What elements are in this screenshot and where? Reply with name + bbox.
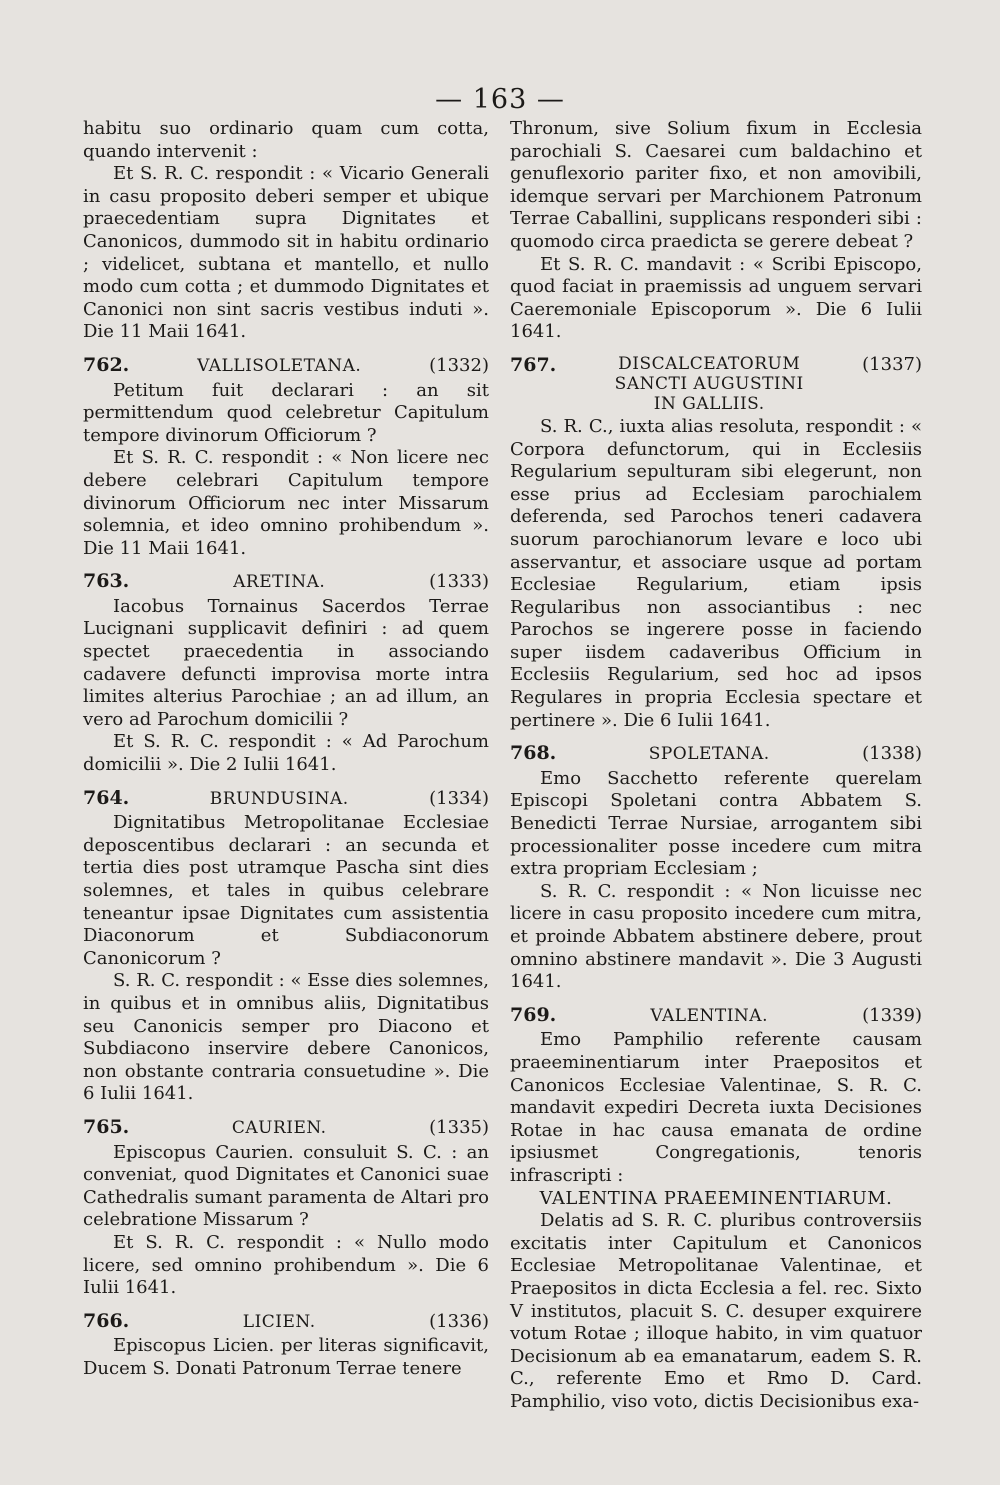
entry-reference: (1337) <box>862 353 922 375</box>
entry-title: ARETINA. <box>233 572 326 593</box>
entry-title: VALLISOLETANA. <box>197 355 362 376</box>
paragraph: Et S. R. C. respondit : « Non licere nec debere celebrari Capitulum tempore divinorum Officiorum nec inter Missarum solemnia, et ideo omnino prohibendum ». Die 11 Maii 1641. <box>83 447 489 559</box>
entry-reference: (1333) <box>429 571 489 593</box>
paragraph: Episcopus Licien. per literas significavit, Ducem S. Donati Patronum Terrae tenere <box>83 1335 489 1379</box>
entry-title: CAURIEN. <box>231 1117 327 1138</box>
entry-reference: (1338) <box>862 743 922 765</box>
paragraph: Emo Sacchetto referente querelam Episcopi Spoletani contra Abbatem S. Benedicti Terrae Nursiae, arrogantem sibi processionaliter posse incedere cum mitra extra propriam Ecclesiam ; <box>510 767 922 880</box>
entry-number: 767. <box>510 353 557 376</box>
paragraph: Et S. R. C. respondit : « Nullo modo licere, sed omnino prohibendum ». Die 6 Iulii 1641. <box>83 1231 489 1299</box>
entry-title: SPOLETANA. <box>648 744 770 765</box>
paragraph: Thronum, sive Solium fixum in Ecclesia parochiali S. Caesarei cum baldachino et genuflexorio pariter fixo, et non amovibili, idemque servari per Marchionem Patronum Terrae Caballini, supplicans responderi sibi : quomodo circa praedicta se gerere debeat ? <box>510 118 922 252</box>
paragraph: S. R. C., iuxta alias resoluta, respondit : « Corpora defunctorum, qui in Ecclesiis Regularium sepulturam sibi elegerunt, non esse prius ad Ecclesiam parochialem deferenda, sed Parochos teneri cadavera suorum parochianorum levare e loco ubi asservantur, et associare usque ad portam Ecclesiae Regularium, etiam ipsis Regularibus non associantibus : nec Parochos se ingerere posse in faciendo super iisdem cadaveribus Officium in Ecclesiis Regularium, sed hoc ad ipsos Regulares in propria Ecclesia spectare et pertinere ». Die 6 Iulii 1641. <box>510 415 922 731</box>
entry-reference: (1335) <box>429 1116 489 1138</box>
entry-reference: (1332) <box>429 354 489 376</box>
entry-reference: (1334) <box>429 787 489 809</box>
paragraph: Et S. R. C. respondit : « Ad Parochum domicilii ». Die 2 Iulii 1641. <box>83 731 489 776</box>
paragraph: Dignitatibus Metropolitanae Ecclesiae deposcentibus declarari : an secunda et tertia dies post utramque Pascha sint dies solemnes, et tales in quibus celebrare teneantur ipsae Dignitates cum assistentia Diaconorum et Subdiaconorum Canonicorum ? <box>83 812 489 969</box>
entry-number: 763. <box>83 570 130 593</box>
entry-number: 769. <box>510 1003 557 1026</box>
entry-reference: (1336) <box>429 1310 489 1332</box>
entry-heading-764 <box>83 787 489 811</box>
entry-reference: (1339) <box>862 1004 922 1026</box>
entry-heading-763 <box>83 570 489 594</box>
paragraph: S. R. C. respondit : « Non licuisse nec licere in casu proposito incedere cum mitra, et proinde Abbatem abstinere debere, prout omnino abstinere mandavit ». Die 3 Augusti 1641. <box>510 880 922 993</box>
entry-number: 765. <box>83 1115 130 1138</box>
entry-title: VALENTINA. <box>650 1005 768 1026</box>
paragraph: Iacobus Tornainus Sacerdos Terrae Lucignani supplicavit definiri : ad quem spectet praecedentia in associando cadavere defuncti improvisa morte intra limites alterius Parochiae ; an ad illum, an vero ad Parochum domicilii ? <box>83 595 489 730</box>
entry-heading-767 <box>510 354 922 414</box>
entry-number: 766. <box>83 1309 130 1332</box>
section-subheading: VALENTINA PRAEEMINENTIARUM. <box>539 1187 893 1209</box>
entry-number: 768. <box>510 742 557 765</box>
entry-heading-769 <box>510 1004 922 1028</box>
paragraph: Emo Pamphilio referente causam praeeminentiarum inter Praepositos et Canonicos Ecclesiae Valentinae, S. R. C. mandavit expediri Decreta iuxta Decisiones Rotae in hac causa emanata de ordine ipsiusmet Congregationis, tenoris infrascripti : <box>510 1029 922 1186</box>
paragraph: Delatis ad S. R. C. pluribus controversiis excitatis inter Capitulum et Canonicos Ecclesiae Metropolitanae Valentinae, et Praepositos in dicta Ecclesia a fel. rec. Sixto V institutos, placuit S. C. desuper exquirere votum Rotae ; illoque habito, in vim quatuor Decisionum ab ea emanatarum, eadem S. R. C., referente Emo et Rmo D. Card. Pamphilio, viso voto, dictis Decisionibus exa- <box>510 1210 922 1412</box>
entry-heading-765 <box>83 1116 489 1140</box>
paragraph: Petitum fuit declarari : an sit permittendum quod celebretur Capitulum tempore divinorum Officiorum ? <box>83 379 489 446</box>
paragraph: habitu suo ordinario quam cum cotta, quando intervenit : <box>83 118 489 162</box>
entry-heading-762 <box>83 354 489 378</box>
entry-title-line: IN GALLIIS. <box>653 393 765 414</box>
entry-number: 764. <box>83 786 130 809</box>
entry-heading-766 <box>83 1310 489 1334</box>
right-column <box>510 118 922 1413</box>
left-column <box>83 118 489 1380</box>
entry-title: LICIEN. <box>242 1311 316 1332</box>
page-number: — 163 — <box>435 84 565 115</box>
paragraph: S. R. C. respondit : « Esse dies solemnes, in quibus et in omnibus aliis, Dignitatibus seu Canonicis semper pro Diacono et Subdiacono inservire debere Canonicos, non obstante contraria consuetudine ». Die 6 Iulii 1641. <box>83 970 489 1105</box>
paragraph: Et S. R. C. mandavit : « Scribi Episcopo, quod faciat in praemissis ad unguem servari Caeremoniale Episcoporum ». Die 6 Iulii 1641. <box>510 253 922 343</box>
paragraph: Episcopus Caurien. consuluit S. C. : an conveniat, quod Dignitates et Canonici suae Cathedralis sumant paramenta de Altari pro celebratione Missarum ? <box>83 1141 489 1231</box>
entry-number: 762. <box>83 353 130 376</box>
entry-heading-768 <box>510 742 922 766</box>
entry-title-line: DISCALCEATORUM <box>618 353 801 374</box>
entry-title <box>615 354 804 414</box>
entry-title-line: SANCTI AUGUSTINI <box>614 373 804 394</box>
entry-title: BRUNDUSINA. <box>209 788 349 809</box>
paragraph: Et S. R. C. respondit : « Vicario Generali in casu proposito deberi semper et ubique praecedentiam supra Dignitates et Canonicos, dummodo sit in habitu ordinario ; videlicet, subtana et mantello, et nullo modo cum cotta ; et dummodo Dignitates et Canonici non sint sacris vestibus induti ». Die 11 Maii 1641. <box>83 163 489 343</box>
